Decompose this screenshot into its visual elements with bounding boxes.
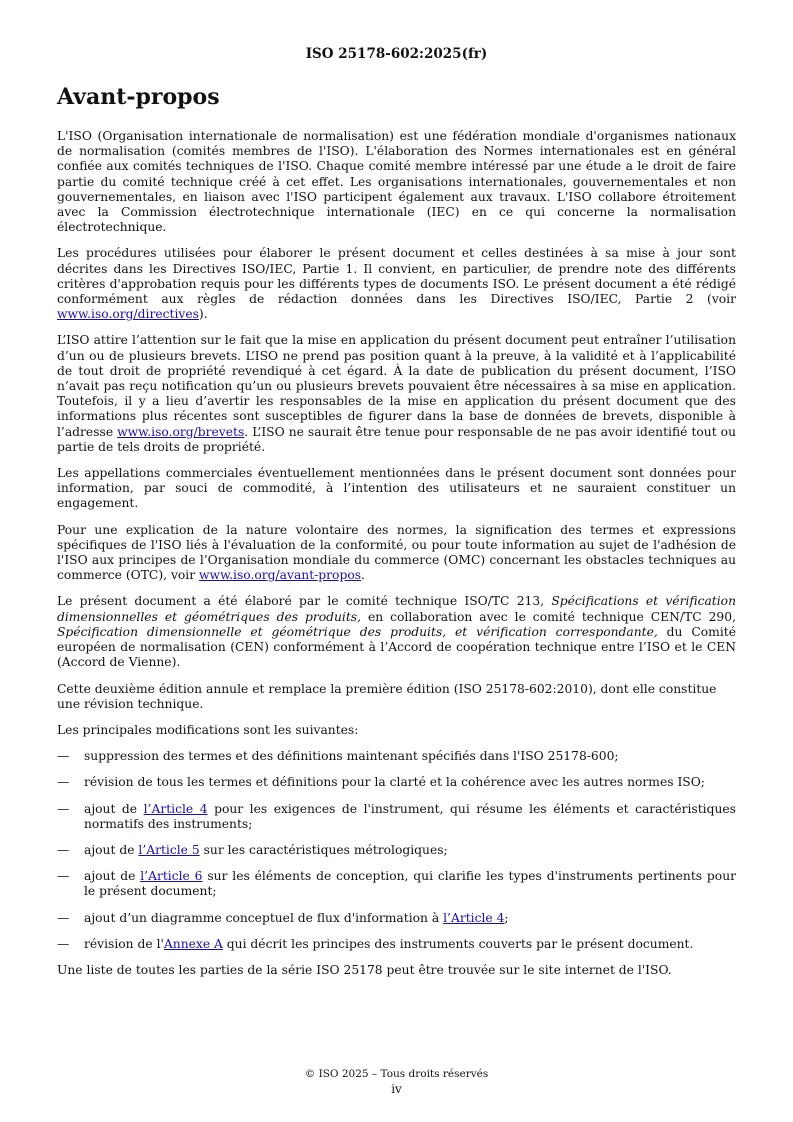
paragraph-trade-names: Les appellations commerciales éventuellement mentionnées dans le présent document sont données pour information, par souci de commodité, à l’intention des utilisateurs et ne sauraient constituer un engagement. (57, 466, 736, 511)
list-item (57, 937, 736, 952)
paragraph-procedures-text: Les procédures utilisées pour élaborer le présent document et celles destinées à sa mise à jour sont décrites dans les Directives ISO/IEC, Partie 1. Il convient, en particulier, de prendre note des différents critères d'approbation requis pour les différents types de documents ISO. Le présent document a été rédigé conformément aux règles de rédaction données dans les Directives ISO/IEC, Partie 2 (voir (57, 246, 736, 307)
committee-tc213-title: Spécifications et vérification dimensionnelles et géométriques des produits, (57, 594, 737, 624)
paragraph-voluntary-end: . (361, 568, 365, 583)
list-item-text: ajout de (84, 842, 139, 857)
article-5-link[interactable]: l’Article 5 (138, 842, 200, 857)
paragraph-committee (57, 594, 736, 670)
paragraph-series-list: Une liste de toutes les parties de la série ISO 25178 peut être trouvée sur le site internet de l'ISO. (57, 962, 672, 977)
committee-text-c: du Comité européen de normalisation (CEN) conformément à l’Accord de coopération technique entre l’ISO et le CEN (Accord de Vienne). (57, 624, 736, 670)
list-item-text: révision de tous les termes et définitions pour la clarté et la cohérence avec les autres normes ISO; (84, 775, 705, 790)
article-4-link[interactable]: l’Article 4 (443, 910, 505, 925)
list-item (57, 911, 736, 926)
committee-tc290-title: Spécification dimensionnelle et géométrique des produits, et vérification correspondante, (57, 624, 658, 639)
paragraph-voluntary-text: Pour une explication de la nature volontaire des normes, la signification des termes et expressions spécifiques de l'ISO liés à l'évaluation de la conformité, ou pour toute information au sujet de l'adhésion de l'ISO aux principes de l’Organisation mondiale du commerce (OMC) concernant les obstacles techniques au commerce (OTC), voir (57, 522, 736, 583)
paragraph-patents (57, 333, 736, 455)
document-id-header: ISO 25178-602:2025(fr) (305, 46, 488, 62)
dash-bullet: — (57, 749, 70, 764)
list-item (57, 775, 736, 790)
list-item-text: qui décrit les principes des instruments couverts par le présent document. (222, 936, 694, 951)
paragraph-edition: Cette deuxième édition annule et remplace la première édition (ISO 25178-602:2010), dont elle constitue une révision technique. (57, 681, 717, 711)
list-item-text: ajout de (84, 869, 141, 884)
list-item-text: ; (504, 910, 509, 925)
directives-link[interactable]: www.iso.org/directives (57, 307, 199, 322)
dash-bullet: — (57, 936, 70, 951)
patents-link[interactable]: www.iso.org/brevets (117, 424, 245, 439)
committee-text-a: Le présent document a été élaboré par le comité technique ISO/TC 213, (57, 594, 552, 609)
dash-bullet: — (57, 910, 70, 925)
paragraph-voluntary-nature (57, 523, 736, 584)
list-item-text: suppression des termes et des définitions maintenant spécifiés dans l'ISO 25178-600; (84, 749, 619, 764)
list-item-text: ajout d’un diagramme conceptuel de flux d'information à (84, 910, 444, 925)
page-footer (0, 1067, 793, 1097)
annex-a-link[interactable]: Annexe A (163, 936, 223, 951)
foreword-body (57, 129, 736, 989)
dash-bullet: — (57, 842, 70, 857)
page-number: iv (391, 1082, 402, 1096)
article-6-link[interactable]: l’Article 6 (140, 869, 203, 884)
dash-bullet: — (57, 775, 70, 790)
copyright-notice: © ISO 2025 – Tous droits réservés (304, 1068, 489, 1080)
list-item (57, 802, 736, 832)
list-item-text: sur les éléments de conception, qui clarifie les types d'instruments pertinents pour le présent document; (84, 869, 736, 899)
list-item-text: révision de l' (84, 936, 164, 951)
committee-text-b: en collaboration avec le comité technique CEN/TC 290, (361, 609, 736, 624)
article-4-link[interactable]: l’Article 4 (143, 801, 208, 816)
paragraph-iso-intro: L'ISO (Organisation internationale de normalisation) est une fédération mondiale d'organismes nationaux de normalisation (comités membres de l'ISO). L'élaboration des Normes internationales est en général confiée aux comités techniques de l'ISO. Chaque comité membre intéressé par une étude a le droit de faire partie du comité technique créé à cet effet. Les organisations internationales, gouvernementales et non gouvernementales, en liaison avec l'ISO participent également aux travaux. L'ISO collabore étroitement avec la Commission électrotechnique internationale (IEC) en ce qui concerne la normalisation électrotechnique. (57, 129, 736, 235)
list-item-text: sur les caractéristiques métrologiques; (199, 842, 448, 857)
foreword-link[interactable]: www.iso.org/avant-propos (199, 568, 362, 583)
list-item-text: ajout de (84, 801, 144, 816)
list-item (57, 869, 736, 899)
list-item (57, 749, 736, 764)
paragraph-procedures (57, 246, 736, 322)
paragraph-patents-end: . L’ISO ne saurait être tenue pour responsable de ne pas avoir identifié tout ou partie de tels droits de propriété. (57, 424, 736, 454)
list-item-text: pour les exigences de l'instrument, qui résume les éléments et caractéristiques normatifs des instruments; (84, 801, 736, 831)
paragraph-patents-text: L’ISO attire l’attention sur le fait que la mise en application du présent document peut entraîner l’utilisation d’un ou de plusieurs brevets. L’ISO ne prend pas position quant à la preuve, à la validité et à l’applicabilité de tout droit de propriété revendiqué à cet égard. À la date de publication du présent document, l’ISO n’avait pas reçu notification qu’un ou plusieurs brevets pouvaient être nécessaires à sa mise en application. Toutefois, il y a lieu d’avertir les responsables de la mise en application du présent document que des informations plus récentes sont susceptibles de figurer dans la base de données de brevets, disponible à l’adresse (57, 333, 736, 439)
paragraph-changes-intro: Les principales modifications sont les suivantes: (57, 722, 359, 737)
dash-bullet: — (57, 801, 70, 816)
paragraph-procedures-end: ). (198, 307, 208, 322)
page-title: Avant-propos (57, 84, 220, 110)
dash-bullet: — (57, 869, 70, 884)
list-item (57, 843, 736, 858)
changes-list (57, 749, 736, 952)
